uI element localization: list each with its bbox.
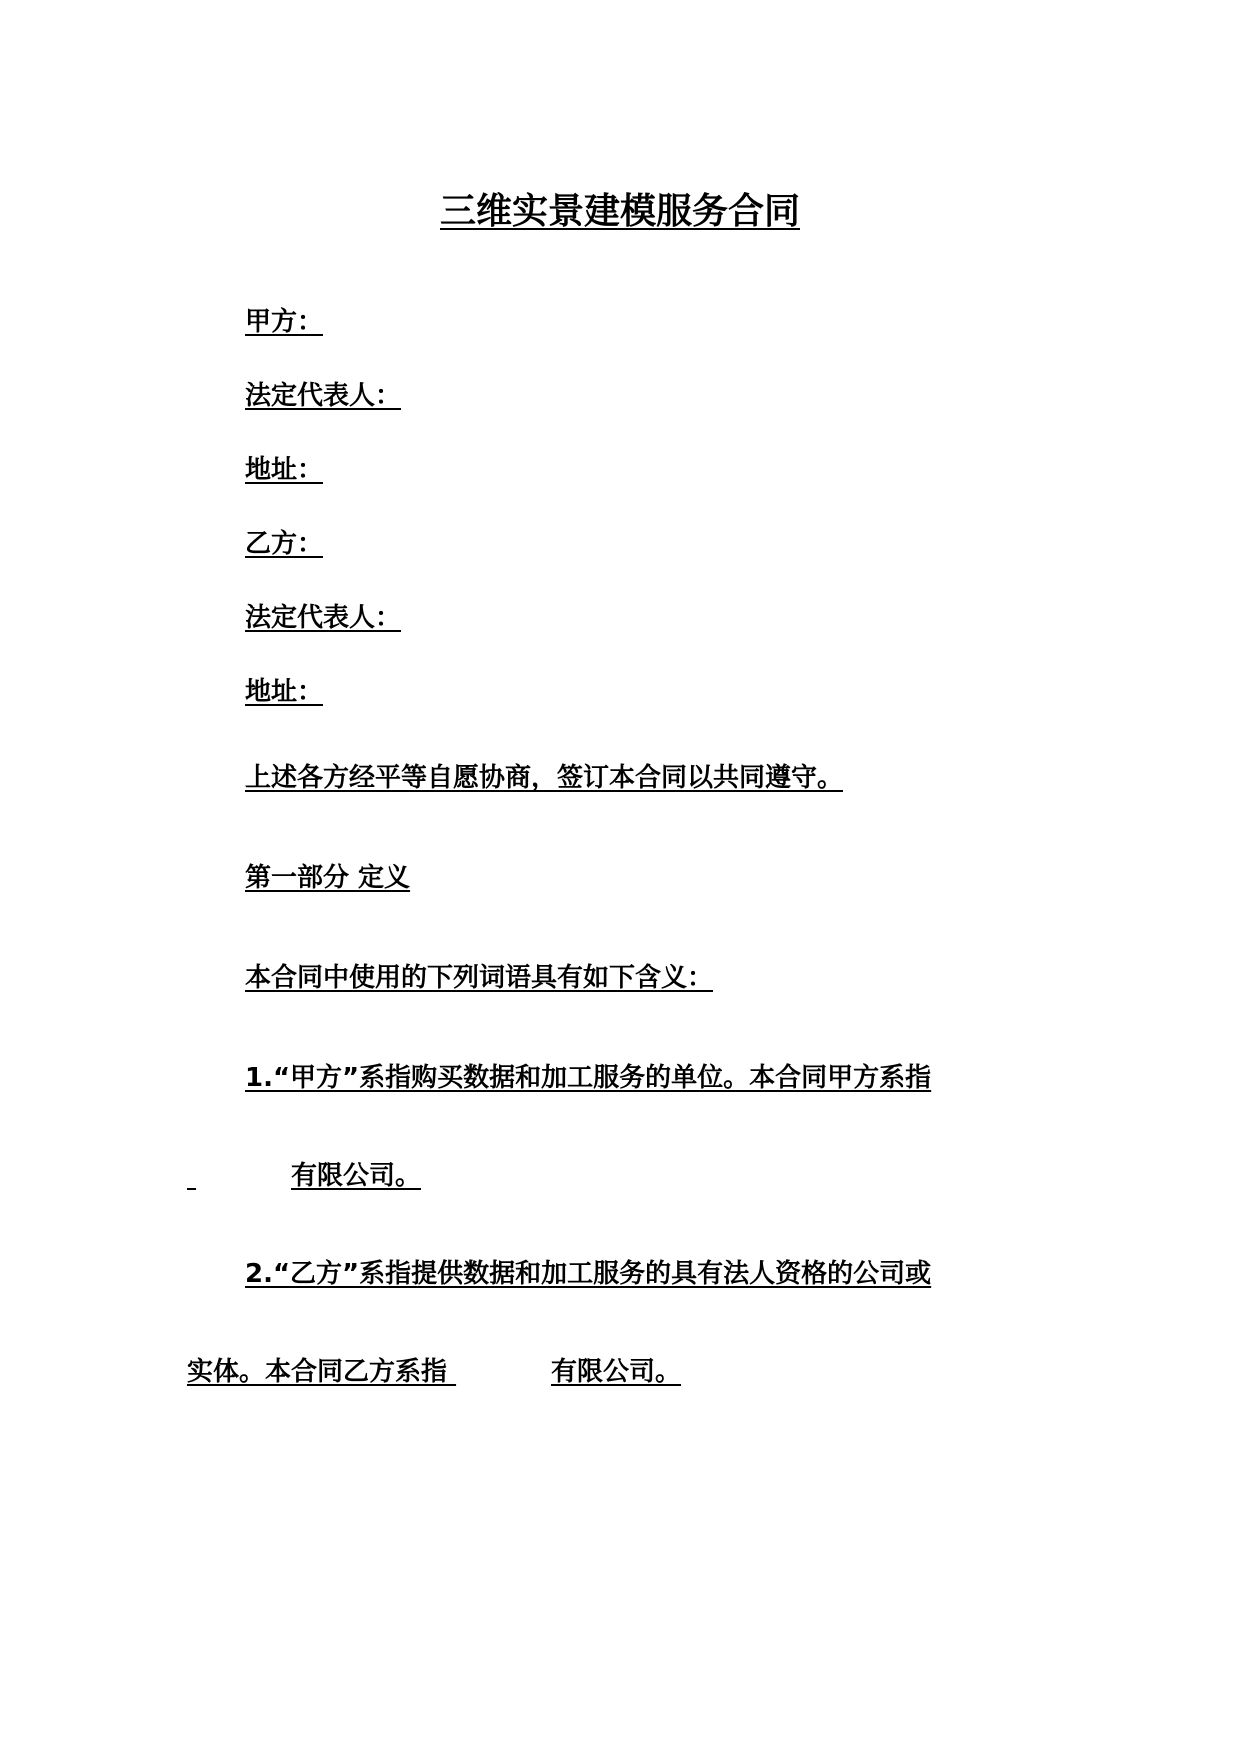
preamble-text: 上述各方经平等自愿协商，签订本合同以共同遵守。 — [245, 763, 844, 793]
party-a-representative-text: 法定代表人： — [245, 381, 402, 411]
part-one-heading — [245, 862, 410, 894]
party-b-address-label — [245, 676, 335, 708]
document-title — [0, 190, 1240, 234]
company-name-blank-a — [187, 1160, 291, 1192]
party-b-label-text: 乙方： — [245, 529, 324, 559]
definition-2-line-2a-text: 实体。本合同乙方系指 — [187, 1357, 448, 1387]
party-b-representative-label — [245, 602, 413, 634]
party-b-address-text: 地址： — [245, 677, 324, 707]
party-a-representative-label — [245, 380, 413, 412]
definition-1-line-1-text: 1.“甲方”系指购买数据和加工服务的单位。本合同甲方系指 — [245, 1063, 932, 1093]
party-b-representative-text: 法定代表人： — [245, 603, 402, 633]
definition-1-line-1 — [245, 1062, 931, 1094]
definitions-intro — [245, 962, 719, 994]
party-a-label — [245, 306, 335, 338]
preamble-paragraph — [245, 762, 849, 794]
definition-2-line-1-text: 2.“乙方”系指提供数据和加工服务的具有法人资格的公司或 — [245, 1259, 932, 1289]
definitions-intro-text: 本合同中使用的下列词语具有如下含义： — [245, 963, 714, 993]
party-b-label — [245, 528, 335, 560]
definition-2-line-1 — [245, 1258, 931, 1290]
party-a-address-label — [245, 454, 335, 486]
party-a-label-text: 甲方： — [245, 307, 324, 337]
definition-2-line-2 — [187, 1356, 687, 1388]
definition-1-line-2 — [187, 1160, 427, 1192]
party-a-address-text: 地址： — [245, 455, 324, 485]
part-one-heading-text: 第一部分 定义 — [245, 863, 411, 893]
company-name-blank-b — [447, 1356, 551, 1388]
document-title-text: 三维实景建模服务合同 — [439, 191, 800, 232]
definition-2-line-2b-text: 有限公司。 — [551, 1357, 682, 1387]
definition-1-line-2-text: 有限公司。 — [291, 1161, 422, 1191]
